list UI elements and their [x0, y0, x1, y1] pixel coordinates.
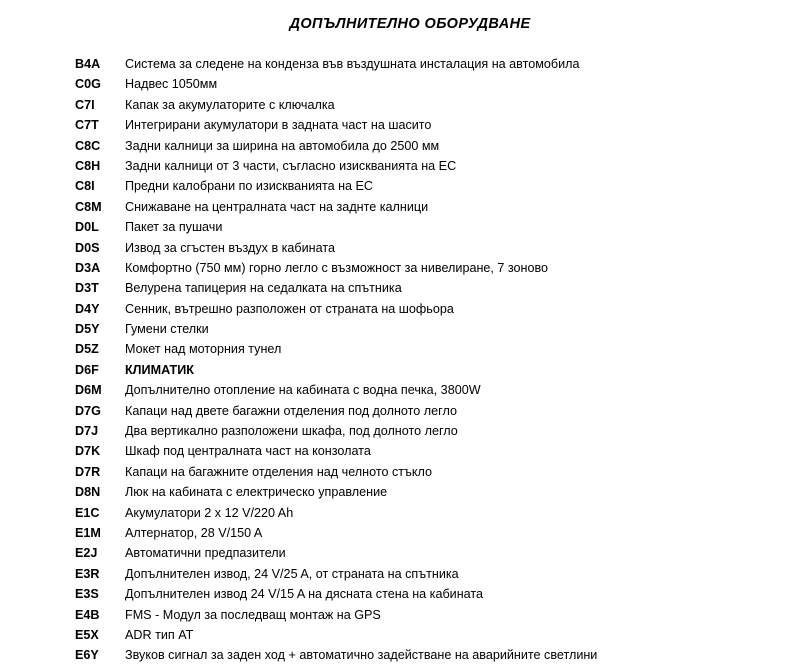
equipment-row: [0, 217, 800, 237]
equipment-code: C8H: [75, 158, 101, 173]
equipment-code: D7G: [75, 403, 101, 418]
equipment-code: D6F: [75, 362, 99, 377]
equipment-description: Капаци над двете багажни отделения под долното легло: [125, 403, 457, 418]
equipment-row: [0, 299, 800, 319]
equipment-row: [0, 584, 800, 604]
equipment-description: Допълнителен извод, 24 V/25 A, от страната на спътника: [125, 566, 459, 581]
equipment-row: [0, 523, 800, 543]
equipment-row: [0, 605, 800, 625]
equipment-code: E1M: [75, 525, 101, 540]
equipment-row: [0, 401, 800, 421]
equipment-description: Акумулатори 2 х 12 V/220 Ah: [125, 505, 294, 520]
equipment-description: Допълнително отопление на кабината с водна печка, 3800W: [125, 383, 481, 398]
equipment-row: [0, 238, 800, 258]
equipment-description: Звуков сигнал за заден ход + автоматично задействане на аварийните светлини: [125, 648, 598, 663]
equipment-description: Капак за акумулаторите с ключалка: [125, 97, 335, 112]
equipment-code: D3A: [75, 260, 101, 275]
equipment-description: КЛИМАТИК: [125, 362, 194, 377]
equipment-description: Задни калници за ширина на автомобила до 2500 мм: [125, 138, 440, 153]
equipment-code: D0L: [75, 220, 99, 235]
equipment-code: D5Z: [75, 342, 99, 357]
equipment-description: Алтернатор, 28 V/150 A: [125, 525, 263, 540]
equipment-row: [0, 197, 800, 217]
equipment-code: D7R: [75, 464, 101, 479]
equipment-row: [0, 645, 800, 665]
equipment-list: [0, 54, 800, 666]
equipment-description: Сенник, вътрешно разположен от страната на шофьора: [125, 301, 454, 316]
equipment-description: Извод за сгъстен въздух в кабината: [125, 240, 335, 255]
equipment-code: E1C: [75, 505, 100, 520]
equipment-code: D5Y: [75, 322, 100, 337]
equipment-description: Шкаф под централната част на конзолата: [125, 444, 371, 459]
equipment-code: E3S: [75, 587, 99, 602]
equipment-code: C7I: [75, 97, 95, 112]
equipment-description: Система за следене на конденза във въздушната инсталация на автомобила: [125, 57, 580, 71]
equipment-description: Гумени стелки: [125, 322, 209, 337]
equipment-row: [0, 74, 800, 94]
equipment-description: Надвес 1050мм: [125, 77, 218, 92]
equipment-description: Пакет за пушачи: [125, 220, 223, 235]
equipment-code: E5X: [75, 627, 99, 642]
equipment-code: D8N: [75, 485, 101, 500]
equipment-row: [0, 319, 800, 339]
equipment-row: [0, 54, 800, 74]
equipment-code: D4Y: [75, 301, 100, 316]
equipment-description: Интегрирани акумулатори в задната част на шасито: [125, 118, 432, 133]
equipment-code: D7K: [75, 444, 101, 459]
equipment-row: [0, 176, 800, 196]
equipment-code: C8M: [75, 199, 102, 214]
equipment-row: [0, 543, 800, 563]
equipment-code: B4A: [75, 57, 101, 71]
equipment-description: Комфортно (750 мм) горно легло с възможност за нивелиране, 7 зоново: [125, 260, 549, 275]
equipment-description: Капаци на багажните отделения над челното стъкло: [125, 464, 433, 479]
equipment-description: Два вертикално разположени шкафа, под долното легло: [125, 424, 458, 439]
equipment-code: E6Y: [75, 648, 99, 663]
page-title: ДОПЪЛНИТЕЛНО ОБОРУДВАНЕ: [289, 16, 531, 32]
equipment-description: Снижаване на централната част на заднте калници: [125, 199, 429, 214]
equipment-code: C0G: [75, 77, 101, 92]
equipment-code: E4B: [75, 607, 100, 622]
equipment-row: [0, 421, 800, 441]
equipment-row: [0, 360, 800, 380]
equipment-row: [0, 564, 800, 584]
equipment-row: [0, 339, 800, 359]
equipment-code: D0S: [75, 240, 100, 255]
equipment-row: [0, 441, 800, 461]
equipment-description: Мокет над моторния тунел: [125, 342, 282, 357]
equipment-row: [0, 625, 800, 645]
equipment-description: Велурена тапицерия на седалката на спътника: [125, 281, 402, 296]
equipment-row: [0, 95, 800, 115]
equipment-description: ADR тип AT: [125, 627, 194, 642]
equipment-code: E2J: [75, 546, 98, 561]
equipment-description: Автоматични предпазители: [125, 546, 286, 561]
equipment-row: [0, 156, 800, 176]
equipment-code: C8I: [75, 179, 95, 194]
equipment-description: FMS - Модул за последващ монтаж на GPS: [125, 607, 381, 622]
equipment-code: D6M: [75, 383, 102, 398]
equipment-row: [0, 380, 800, 400]
document-page: [0, 16, 800, 663]
equipment-code: C7T: [75, 118, 99, 133]
equipment-description: Задни калници от 3 части, съгласно изискванията на ЕС: [125, 158, 457, 173]
equipment-code: D7J: [75, 424, 99, 439]
equipment-row: [0, 482, 800, 502]
equipment-row: [0, 115, 800, 135]
equipment-row: [0, 462, 800, 482]
equipment-code: D3T: [75, 281, 99, 296]
equipment-row: [0, 136, 800, 156]
equipment-code: C8C: [75, 138, 101, 153]
equipment-row: [0, 278, 800, 298]
equipment-description: Люк на кабината с електрическо управление: [125, 485, 388, 500]
equipment-code: E3R: [75, 566, 100, 581]
equipment-row: [0, 503, 800, 523]
equipment-description: Допълнителен извод 24 V/15 A на дясната стена на кабината: [125, 587, 484, 602]
equipment-row: [0, 258, 800, 278]
equipment-description: Предни калобрани по изискванията на ЕС: [125, 179, 374, 194]
